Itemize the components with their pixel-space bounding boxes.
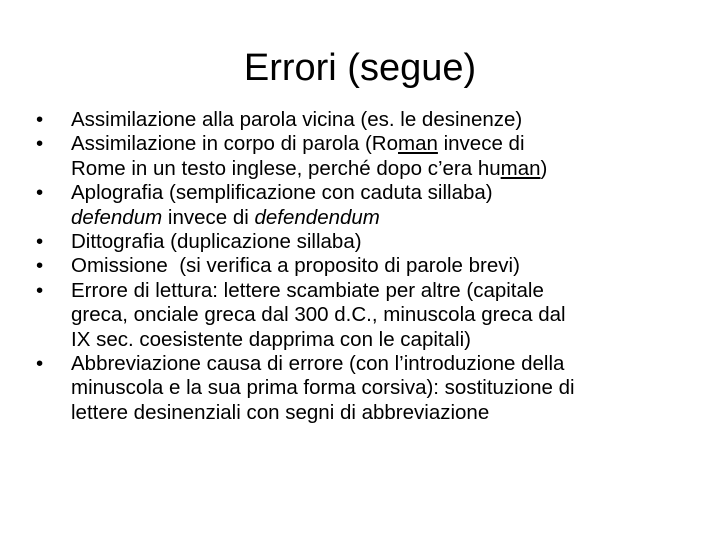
bullet-line — [71, 401, 690, 425]
bullet-line — [71, 376, 690, 400]
bullet-line — [71, 352, 690, 376]
italic-text: defendendum — [254, 205, 380, 229]
bullet-dot-icon: • — [36, 108, 44, 131]
bullet-item — [36, 352, 690, 425]
bullet-item — [36, 108, 690, 132]
bullet-line — [71, 279, 690, 303]
bullet-dot-icon: • — [36, 352, 44, 376]
bullet-text: Omissione (si verifica a proposito di parole brevi) — [71, 254, 520, 278]
bullet-item — [36, 254, 690, 278]
bullet-text: lettere desinenziali con segni di abbreviazione — [71, 400, 490, 424]
bullet-item — [36, 279, 690, 352]
bullet-text: minuscola e la sua prima forma corsiva): sostituzione di — [71, 376, 575, 400]
bullet-text: Rome in un testo inglese, perché dopo c’era hu — [71, 156, 501, 180]
bullet-text: ) — [540, 156, 548, 180]
bullet-line — [71, 181, 690, 205]
bullet-text: greca, onciale greca dal 300 d.C., minuscola greca dal — [71, 303, 566, 327]
bullet-dot-icon: • — [36, 181, 44, 205]
bullet-dot-icon: • — [36, 278, 44, 302]
bullet-text: Dittografia (duplicazione sillaba) — [71, 230, 362, 254]
slide-title: Errori (segue) — [243, 47, 477, 89]
bullet-list — [36, 108, 690, 425]
bullet-line — [71, 254, 690, 278]
bullet-line — [71, 157, 690, 181]
bullet-dot-icon: • — [36, 230, 44, 254]
bullet-item — [36, 230, 690, 254]
bullet-text: Assimilazione alla parola vicina (es. le desinenze) — [71, 108, 523, 131]
bullet-line — [71, 206, 690, 230]
bullet-text: invece di — [162, 205, 255, 229]
bullet-text: Aplografia (semplificazione con caduta sillaba) — [71, 181, 493, 205]
underlined-text: man — [500, 156, 541, 180]
bullet-text: Errore di lettura: lettere scambiate per altre (capitale — [71, 278, 544, 302]
bullet-text: invece di — [437, 132, 525, 156]
bullet-text: IX sec. coesistente dapprima con le capitali) — [71, 327, 471, 351]
bullet-dot-icon: • — [36, 254, 44, 278]
bullet-text: Abbreviazione causa di errore (con l’introduzione della — [71, 352, 565, 376]
bullet-line — [71, 230, 690, 254]
italic-text: defendum — [71, 205, 163, 229]
bullet-dot-icon: • — [36, 132, 44, 156]
bullet-item — [36, 132, 690, 181]
bullet-line — [71, 303, 690, 327]
bullet-text: Assimilazione in corpo di parola (Ro — [71, 132, 399, 156]
bullet-line — [71, 328, 690, 352]
bullet-line — [71, 132, 690, 156]
bullet-line — [71, 108, 690, 132]
underlined-text: man — [398, 132, 438, 156]
bullet-item — [36, 181, 690, 230]
